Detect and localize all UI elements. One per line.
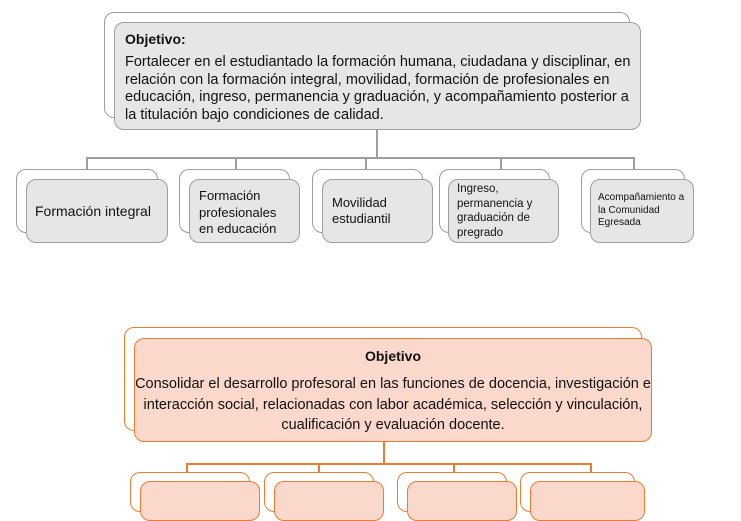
top-connector-drop-4 xyxy=(500,157,502,169)
bottom-child-3-box xyxy=(407,481,517,521)
top-child-1-label: Formación integral xyxy=(35,202,151,219)
top-child-5-box xyxy=(590,179,694,243)
bottom-child-2-box xyxy=(274,481,384,521)
top-child-2-label: Formación profesionales en educación xyxy=(199,188,277,236)
top-connector-drop-1 xyxy=(86,157,88,169)
top-child-5-label: Acompañamiento a la Comunidad Egresada xyxy=(598,192,685,229)
bottom-connector-bar xyxy=(186,463,591,465)
top-child-3-label: Movilidad estudiantil xyxy=(332,194,391,226)
top-child-2-box xyxy=(189,179,300,243)
bottom-objective-text: Consolidar el desarrollo profesoral en las funciones de docencia, investigación e interacción social, relacionadas con labor académica, selección y vinculación, cualificación y evaluación docente. xyxy=(135,376,651,433)
bottom-child-1-box xyxy=(140,481,260,521)
top-objective-box xyxy=(114,22,641,130)
top-child-4-box xyxy=(448,179,559,243)
top-child-1-box xyxy=(26,179,168,243)
bottom-objective-box xyxy=(134,338,652,442)
top-connector-trunk xyxy=(376,130,378,158)
top-objective-text: Fortalecer en el estudiantado la formación humana, ciudadana y disciplinar, en relación con la formación integral, movilidad, formación de profesionales en educación, ingreso, permanencia y graduación, y acompañamiento posterior a la titulación bajo condiciones de calidad. xyxy=(125,54,631,123)
top-connector-bar xyxy=(86,157,634,159)
top-connector-drop-3 xyxy=(365,157,367,169)
top-connector-drop-5 xyxy=(633,157,635,169)
top-objective-title: Objetivo: xyxy=(125,31,186,47)
bottom-connector-trunk xyxy=(383,442,385,464)
top-child-4-label: Ingreso, permanencia y graduación de pregrado xyxy=(457,183,533,239)
top-connector-drop-2 xyxy=(235,157,237,169)
bottom-child-4-box xyxy=(530,481,645,521)
bottom-objective-title: Objetivo xyxy=(364,348,421,364)
top-child-3-box xyxy=(322,179,433,243)
